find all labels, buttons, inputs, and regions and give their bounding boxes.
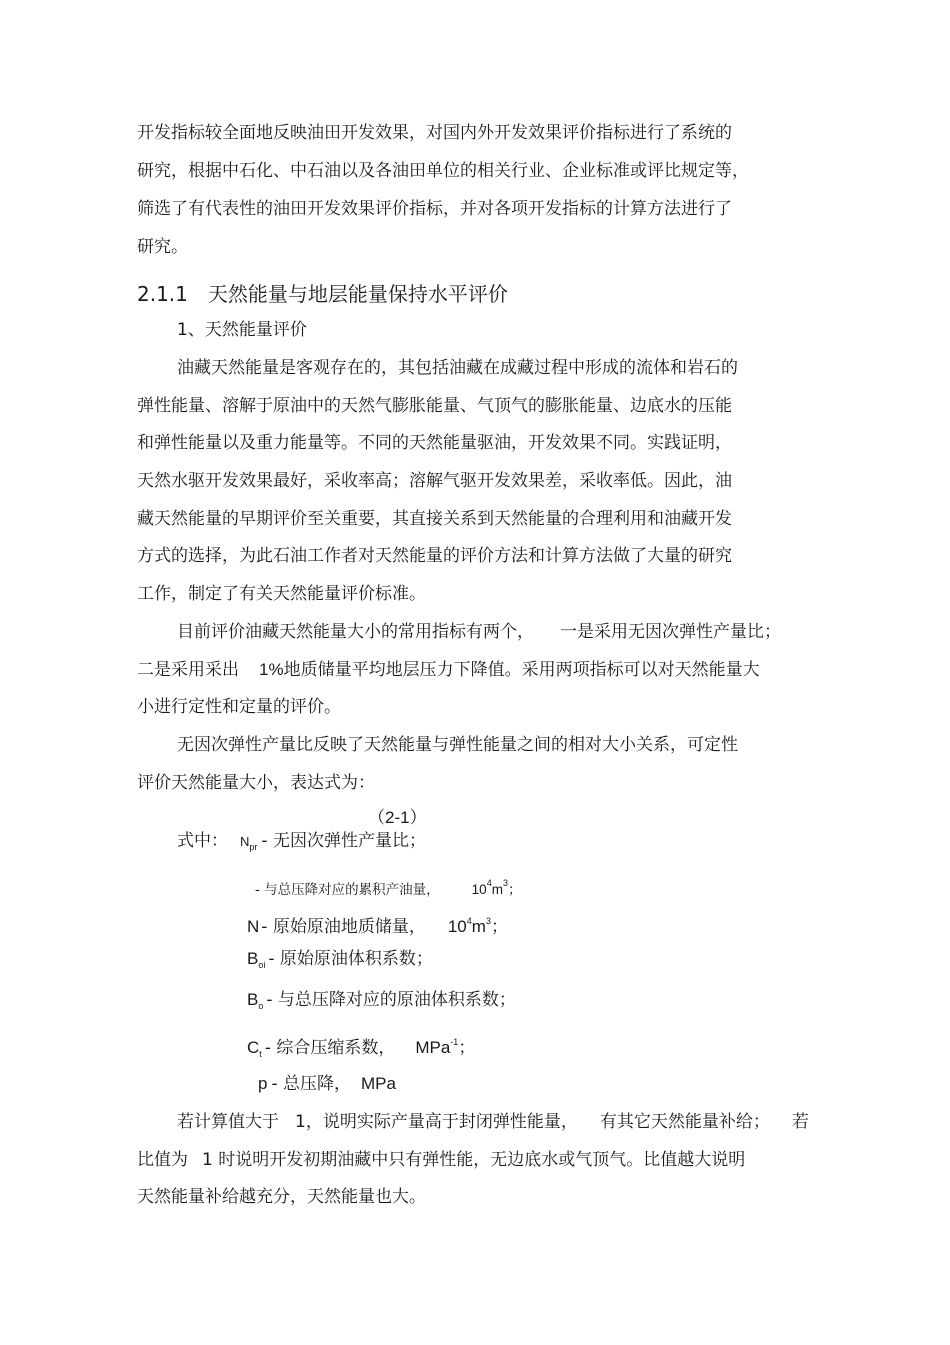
para1-line-6: 方式的选择，为此石油工作者对天然能量的评价方法和计算方法做了大量的研究 [137, 546, 732, 566]
ct-unit-exp: -1 [450, 1037, 459, 1047]
ct-unit: MPa [415, 1038, 451, 1057]
ct-symbol: C [247, 1038, 260, 1057]
p-symbol: p [258, 1074, 268, 1093]
intro-line-3: 筛选了有代表性的油田开发效果评价指标，并对各项开发指标的计算方法进行了 [137, 199, 732, 219]
intro-line-2: 研究，根据中石化、中石油以及各油田单位的相关行业、企业标准或评比规定等， [137, 161, 749, 181]
para4-text-c: 有其它天然能量补给； [599, 1112, 770, 1132]
where-cumulative [255, 872, 521, 901]
bo-symbol: B [247, 990, 259, 1009]
n-unit: 10 [447, 917, 467, 936]
where-npr [177, 830, 426, 858]
where-boi [247, 948, 433, 976]
n-description: - 原始原油地质储量， [261, 917, 426, 937]
p-description: - 总压降， [271, 1074, 352, 1094]
section-heading [137, 281, 508, 307]
cum-unit: 10 [471, 882, 487, 897]
cum-unit-m: m [491, 882, 503, 897]
ct-description: - 综合压缩系数， [264, 1038, 396, 1058]
para2-text-c: 二是采用采出 [137, 660, 239, 680]
intro-line-1: 开发指标较全面地反映油田开发效果，对国内外开发效果评价指标进行了系统的 [137, 123, 732, 143]
para1-line-3: 和弹性能量以及重力能量等。不同的天然能量驱油，开发效果不同。实践证明， [137, 433, 732, 453]
n-symbol: N [247, 917, 260, 936]
boi-symbol: B [247, 949, 259, 968]
where-n [247, 910, 508, 938]
ct-subscript: t [259, 1049, 262, 1059]
para3-line-2: 评价天然能量大小，表达式为： [137, 773, 375, 793]
n-end: ； [490, 917, 508, 937]
para4-text-a: 若计算值大于 [177, 1112, 279, 1132]
n-unit-exp2: 3 [485, 916, 491, 926]
para1-line-5: 藏天然能量的早期评价至关重要，其直接关系到天然能量的合理利用和油藏开发 [137, 509, 732, 529]
cum-unit-exp: 4 [486, 878, 492, 888]
para2-percent: 1% [259, 660, 284, 679]
where-p [258, 1073, 396, 1095]
para4-text-b: 1，说明实际产量高于封闭弹性能量， [295, 1112, 578, 1132]
bo-subscript: o [258, 1001, 264, 1011]
n-unit-m: m [471, 917, 486, 936]
cum-end: ； [507, 882, 522, 898]
para2-text-a: 目前评价油藏天然能量大小的常用指标有两个， [177, 622, 534, 642]
para4-text-f: 1 时说明开发初期油藏中只有弹性能，无边底水或气顶气。比值越大说明 [202, 1150, 746, 1170]
para2-text-b: 一是采用无因次弹性产量比； [560, 622, 781, 642]
npr-subscript: pr [249, 842, 258, 852]
cum-unit-exp2: 3 [502, 878, 508, 888]
para1-line-7: 工作，制定了有关天然能量评价标准。 [137, 584, 426, 604]
npr-symbol: N [240, 834, 250, 849]
para2-text-d: 地质储量平均地层压力下降值。采用两项指标可以对天然能量大 [283, 660, 760, 680]
where-ct [247, 1031, 475, 1065]
cum-description: - 与总压降对应的累积产油量， [255, 882, 440, 898]
para1-line-4: 天然水驱开发效果最好，采收率高；溶解气驱开发效果差，采收率低。因此，油 [137, 471, 732, 491]
para4-text-d: 若 [791, 1112, 809, 1132]
ct-end: ； [458, 1038, 476, 1058]
where-label: 式中： [177, 831, 228, 851]
para2-line-3: 小进行定性和定量的评价。 [137, 697, 341, 717]
para4-line-1 [177, 1111, 809, 1133]
section-number: 2.1.1 [137, 282, 188, 306]
intro-line-4: 研究。 [137, 237, 188, 257]
subsection-heading: 1、天然能量评价 [177, 320, 307, 340]
where-bo [247, 989, 516, 1017]
boi-description: - 原始原油体积系数； [268, 949, 433, 969]
para1-line-2: 弹性能量、溶解于原油中的天然气膨胀能量、气顶气的膨胀能量、边底水的压能 [137, 396, 732, 416]
para4-line-2 [137, 1149, 745, 1171]
para4-text-e: 比值为 [137, 1150, 188, 1170]
npr-description: - 无因次弹性产量比； [261, 831, 426, 851]
section-title: 天然能量与地层能量保持水平评价 [207, 282, 508, 306]
para4-line-3: 天然能量补给越充分，天然能量也大。 [137, 1187, 426, 1207]
p-unit: MPa [361, 1074, 396, 1093]
boi-subscript: oi [258, 960, 266, 970]
para2-line-1 [177, 621, 781, 643]
bo-description: - 与总压降对应的原油体积系数； [266, 990, 516, 1010]
para1-line-1: 油藏天然能量是客观存在的，其包括油藏在成藏过程中形成的流体和岩石的 [177, 358, 738, 378]
equation-number: （2-1） [368, 808, 427, 827]
para3-line-1: 无因次弹性产量比反映了天然能量与弹性能量之间的相对大小关系，可定性 [177, 735, 738, 755]
para2-line-2 [137, 659, 760, 681]
n-unit-exp: 4 [466, 916, 472, 926]
